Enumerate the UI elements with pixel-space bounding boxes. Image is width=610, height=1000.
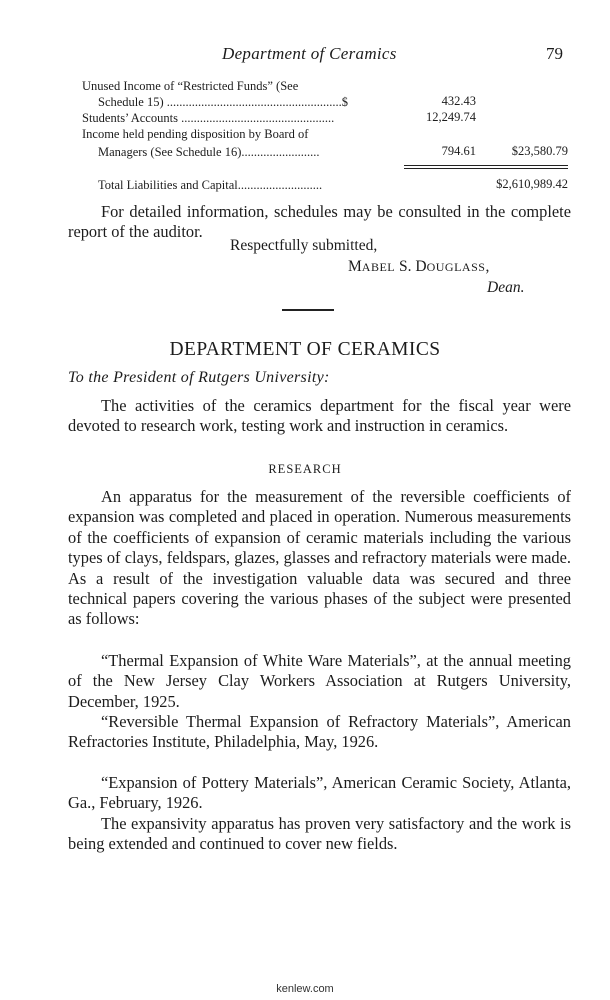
total-liabilities-label: Total Liabilities and Capital........................... — [98, 178, 323, 192]
signer-middle: S. — [395, 258, 416, 275]
signer-name — [348, 258, 489, 276]
salutation: To the President of Rutgers University: — [68, 369, 330, 386]
paper-3-paragraph: “Expansion of Pottery Materials”, American Ceramic Society, Atlanta, Ga., February, 1926. — [68, 773, 571, 813]
students-accounts-amount: 12,249.74 — [426, 110, 476, 124]
closing-paragraph: For detailed information, schedules may be consulted in the complete report of the auditor. — [68, 202, 571, 242]
intro-paragraph: The activities of the ceramics department for the fiscal year were devoted to research work, testing work and instruction in ceramics. — [68, 396, 571, 436]
running-title: Department of Ceramics — [222, 44, 397, 63]
unused-income-label-line2: Schedule 15) ........................................................$ — [98, 95, 348, 109]
paper-1-paragraph: “Thermal Expansion of White Ware Materials”, at the annual meeting of the New Jersey Clay Workers Association at Rutgers University, December, 1925. — [68, 651, 571, 711]
conclusion-paragraph: The expansivity apparatus has proven very satisfactory and the work is being extended and continued to cover new fields. — [68, 814, 571, 854]
paper-2-paragraph: “Reversible Thermal Expansion of Refractory Materials”, American Refractories Institute, Philadelphia, May, 1926. — [68, 712, 571, 752]
signer-initial-2: D — [415, 258, 427, 275]
total-liabilities-amount: $2,610,989.42 — [496, 177, 568, 191]
total-rule-lower — [404, 168, 568, 169]
unused-income-label-line1: Unused Income of “Restricted Funds” (See — [82, 79, 299, 93]
signer-initial-1: M — [348, 258, 362, 275]
signer-rest-2: OUGLASS — [426, 260, 486, 274]
signer-comma: , — [485, 258, 490, 275]
respectfully-submitted: Respectfully submitted, — [230, 237, 378, 254]
footer-watermark: kenlew.com — [276, 983, 334, 995]
income-held-label-line1: Income held pending disposition by Board of — [82, 127, 309, 141]
income-held-amount: 794.61 — [441, 144, 476, 158]
section-separator — [282, 309, 334, 311]
subtotal-amount: $23,580.79 — [511, 144, 568, 158]
students-accounts-label: Students’ Accounts ................................................. — [82, 111, 335, 125]
signer-title: Dean. — [487, 279, 525, 296]
signer-rest-1: ABEL — [361, 260, 396, 274]
research-paragraph: An apparatus for the measurement of the reversible coefficients of expansion was completed and placed in operation. Numerous measurements of the coefficients of expansion of ceramic materials including the various types of clays, feldspars, glazes, glasses and refractory materials were made. As a result of the investigation valuable data was secured and three technical papers covering the various phases of the subject were presented as follows: — [68, 487, 571, 629]
page-number: 79 — [546, 44, 563, 63]
income-held-label-line2: Managers (See Schedule 16)......................... — [98, 145, 320, 159]
unused-income-amount: 432.43 — [441, 94, 476, 108]
total-rule-upper — [404, 165, 568, 166]
running-head — [0, 44, 610, 66]
department-heading: DEPARTMENT OF CERAMICS — [169, 339, 441, 360]
research-heading: RESEARCH — [268, 462, 342, 476]
